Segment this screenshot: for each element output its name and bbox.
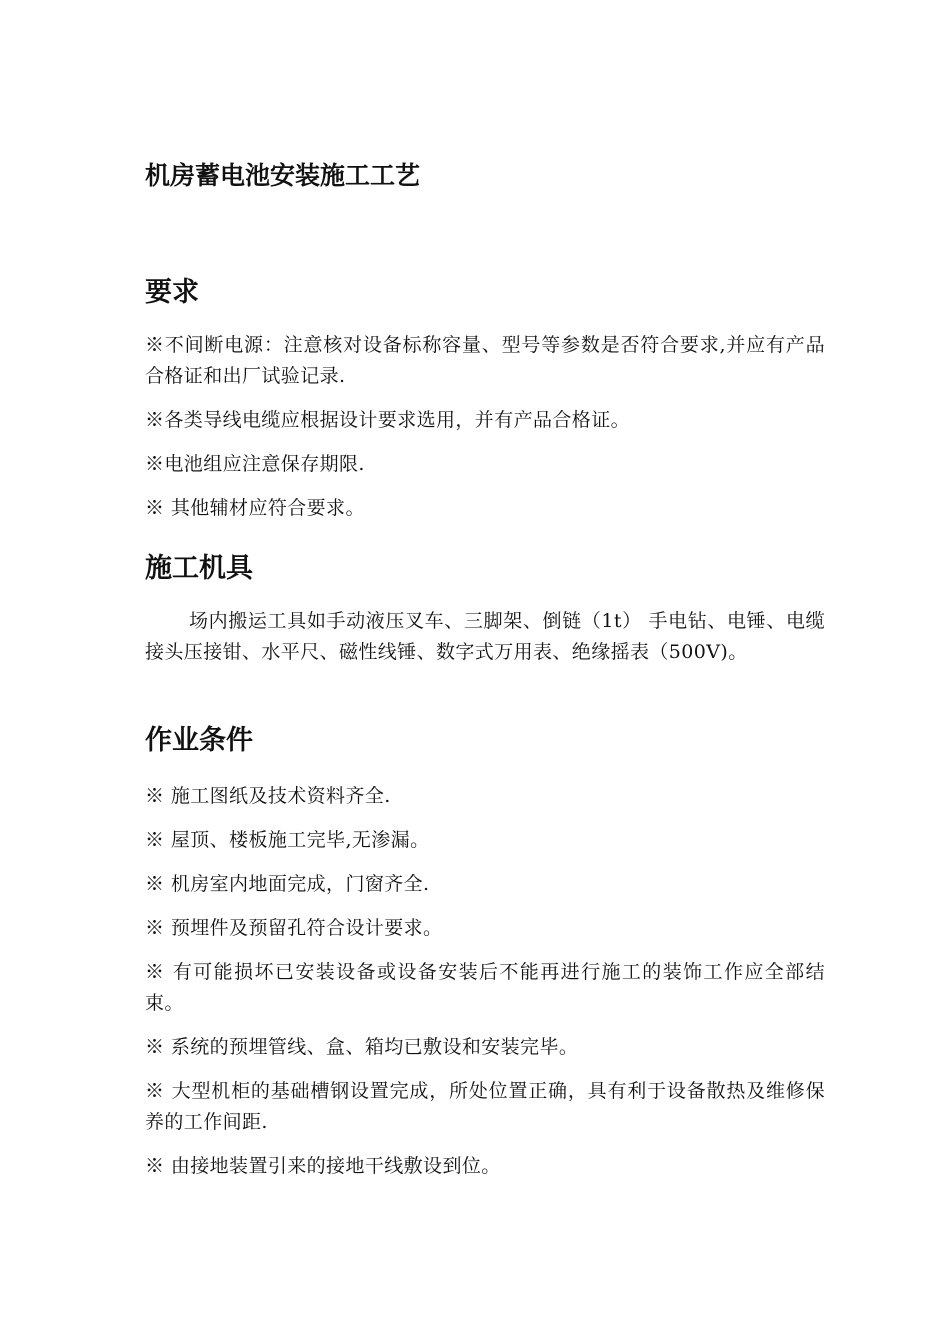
condition-item: ※ 屋顶、楼板施工完毕,无渗漏。 <box>145 829 430 851</box>
section-heading-requirements: 要求 <box>145 277 199 308</box>
section-requirements <box>145 273 825 524</box>
condition-item: ※ 预埋件及预留孔符合设计要求。 <box>145 917 443 939</box>
condition-item: ※ 施工图纸及技术资料齐全. <box>145 785 391 807</box>
document-title: 机房蓄电池安装施工工艺 <box>145 161 421 190</box>
requirement-item: ※电池组应注意保存期限. <box>145 453 365 475</box>
condition-item: ※ 大型机柜的基础槽钢设置完成，所处位置正确，具有利于设备散热及维修保养的工作间距. <box>145 1080 825 1133</box>
section-heading-work-conditions: 作业条件 <box>145 725 253 756</box>
section-heading-tools: 施工机具 <box>145 553 253 584</box>
section-work-conditions <box>145 721 825 1182</box>
requirement-item: ※ 其他辅材应符合要求。 <box>145 497 365 519</box>
tools-paragraph: 场内搬运工具如手动液压叉车、三脚架、倒链（1t） 手电钻、电锤、电缆接头压接钳、水平尺、磁性线锤、数字式万用表、绝缘摇表（500V)。 <box>145 610 825 663</box>
requirement-item: ※不间断电源：注意核对设备标称容量、型号等参数是否符合要求,并应有产品合格证和出厂试验记录. <box>145 334 825 387</box>
section-tools <box>145 549 825 668</box>
requirement-item: ※各类导线电缆应根据设计要求选用，并有产品合格证。 <box>145 409 631 431</box>
condition-item: ※ 系统的预埋管线、盒、箱均已敷设和安装完毕。 <box>145 1036 579 1058</box>
condition-item: ※ 机房室内地面完成，门窗齐全. <box>145 873 430 895</box>
condition-item: ※ 由接地装置引来的接地干线敷设到位。 <box>145 1155 501 1177</box>
condition-item: ※ 有可能损坏已安装设备或设备安装后不能再进行施工的装饰工作应全部结束。 <box>145 961 825 1014</box>
